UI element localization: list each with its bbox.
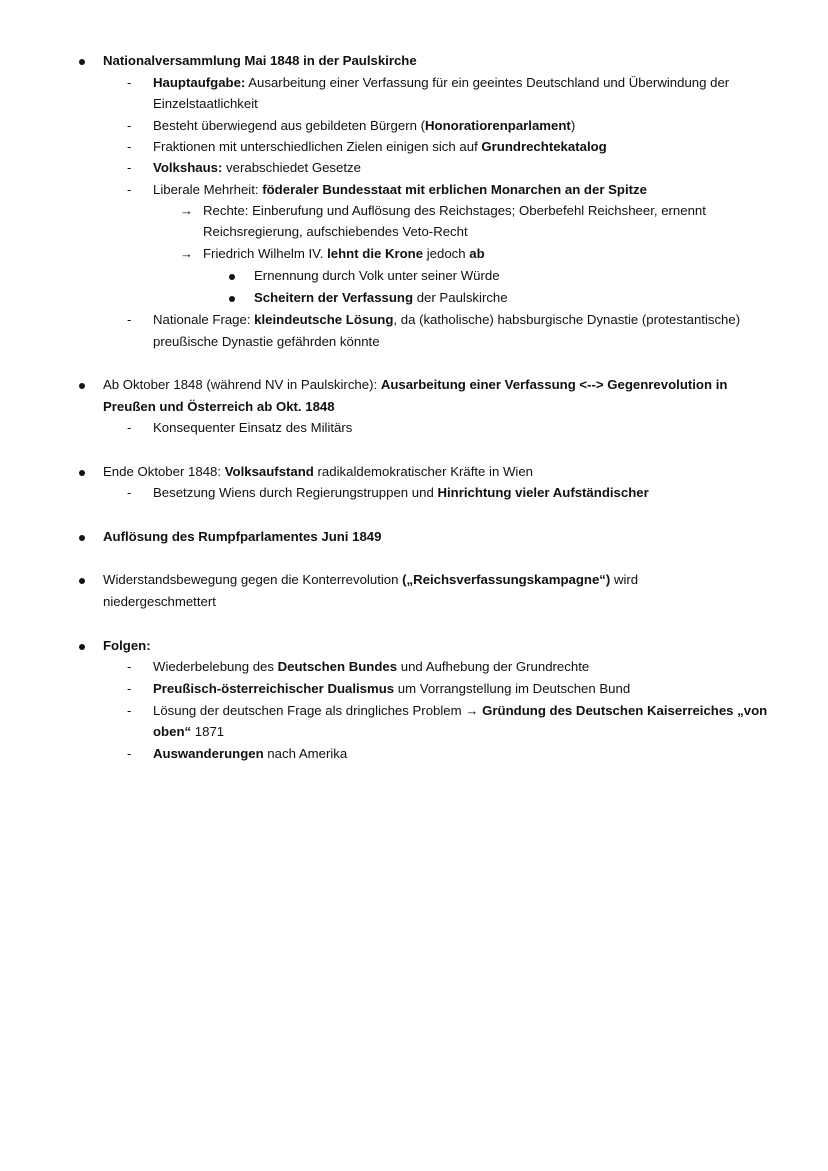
text-run: Ausarbeitung einer Verfassung für ein geeintes Deutschland und Überwindung der (245, 75, 730, 90)
bold-text: Scheitern der Verfassung (254, 290, 414, 305)
text-run: Besetzung Wiens durch Regierungstruppen und (153, 485, 438, 500)
text-run: Wiederbelebung des (153, 659, 278, 674)
bold-text: lehnt die Krone (327, 246, 424, 261)
list-item-text (153, 332, 380, 352)
text-run: Nationale Frage: (153, 312, 255, 327)
bold-text: („Reichsverfassungskampagne“) (402, 572, 611, 587)
text-run: Reichsregierung, aufschiebendes Veto-Recht (203, 224, 468, 239)
dash-icon: - (127, 160, 132, 175)
list-item-text (153, 418, 352, 438)
list-item-text (254, 266, 500, 286)
bold-text: oben“ (153, 724, 192, 739)
dash-icon: - (127, 312, 132, 327)
list-item-text (103, 51, 417, 71)
text-run: ) (570, 118, 576, 133)
text-run: jedoch (423, 246, 470, 261)
list-item-text (103, 636, 151, 656)
bullet-icon (229, 288, 235, 308)
list-item-text (103, 570, 638, 590)
list-item-text (103, 375, 727, 395)
bold-text: Preußen und Österreich ab Okt. 1848 (103, 399, 335, 414)
list-item-text (103, 592, 216, 612)
dash-icon: - (127, 118, 132, 133)
bold-text: Honoratiorenparlament (425, 118, 571, 133)
list-item-text (203, 244, 485, 264)
arrow-right-icon: → (180, 246, 193, 261)
bold-text: Volkshaus: (153, 160, 223, 175)
list-item-text (153, 137, 607, 157)
text-run: niedergeschmettert (103, 594, 216, 609)
dash-icon: - (127, 681, 132, 696)
bold-text: Folgen: (103, 638, 151, 653)
list-item-text (153, 180, 647, 200)
bold-text: Grundrechtekatalog (481, 139, 607, 154)
text-run: Liberale Mehrheit: (153, 182, 263, 197)
dash-icon: - (127, 75, 132, 90)
text-run: nach Amerika (263, 746, 348, 761)
text-run: radikaldemokratischer Kräfte in Wien (313, 464, 534, 479)
text-run: Fraktionen mit unterschiedlichen Zielen einigen sich auf (153, 139, 482, 154)
list-item-text (153, 94, 258, 114)
bold-text: Preußisch-österreichischer Dualismus (153, 681, 395, 696)
bullet-icon (79, 375, 85, 395)
list-item-text (254, 288, 508, 308)
bold-text: Nationalversammlung Mai 1848 in der Paulskirche (103, 53, 417, 68)
list-item-text (103, 462, 533, 482)
text-run: Einzelstaatlichkeit (153, 96, 258, 111)
list-item-text (153, 158, 361, 178)
arrow-right-icon: → (180, 203, 193, 218)
bold-text: föderaler Bundesstaat mit erblichen Monarchen an der Spitze (262, 182, 647, 197)
text-run: der Paulskirche (413, 290, 508, 305)
text-run: um Vorrangstellung im Deutschen Bund (394, 681, 631, 696)
text-run: Widerstandsbewegung gegen die Konterrevolution (103, 572, 403, 587)
text-run: Besteht überwiegend aus gebildeten Bürgern ( (153, 118, 425, 133)
bullet-icon (79, 51, 85, 71)
text-run: Konsequenter Einsatz des Militärs (153, 420, 353, 435)
list-item-text (153, 310, 740, 330)
dash-icon: - (127, 746, 132, 761)
list-item-text (153, 116, 575, 136)
bold-text: Hinrichtung vieler Aufständischer (437, 485, 649, 500)
text-run: 1871 (191, 724, 225, 739)
bold-text: → Gründung des Deutschen Kaiserreiches „von (465, 703, 768, 718)
list-item-text (153, 701, 767, 721)
list-item-text (153, 679, 630, 699)
bold-text: Auflösung des Rumpfparlamentes Juni 1849 (103, 529, 382, 544)
list-item-text (153, 73, 729, 93)
bullet-icon (229, 266, 235, 286)
dash-icon: - (127, 420, 132, 435)
dash-icon: - (127, 139, 132, 154)
bullet-icon (79, 570, 85, 590)
bullet-icon (79, 636, 85, 656)
text-run: verabschiedet Gesetze (222, 160, 361, 175)
text-run: Ab Oktober 1848 (während NV in Paulskirche): (103, 377, 381, 392)
text-run: , da (katholische) habsburgische Dynastie (protestantische) (393, 312, 741, 327)
list-item-text (103, 397, 335, 417)
bold-text: Auswanderungen (153, 746, 264, 761)
bold-text: Volksaufstand (224, 464, 314, 479)
list-item-text (153, 722, 224, 742)
dash-icon: - (127, 485, 132, 500)
text-run: preußische Dynastie gefährden könnte (153, 334, 380, 349)
list-item-text (153, 483, 649, 503)
list-item-text (153, 744, 347, 764)
bullet-icon (79, 527, 85, 547)
text-run: Rechte: Einberufung und Auflösung des Reichstages; Oberbefehl Reichsheer, ernennt (203, 203, 706, 218)
text-run: wird (610, 572, 639, 587)
list-item-text (203, 222, 468, 242)
bold-text: Hauptaufgabe: (153, 75, 246, 90)
bold-text: kleindeutsche Lösung (254, 312, 394, 327)
text-run: Lösung der deutschen Frage als dringliches Problem (153, 703, 466, 718)
bold-text: Deutschen Bundes (277, 659, 398, 674)
text-run: und Aufhebung der Grundrechte (397, 659, 590, 674)
list-item-text (103, 527, 381, 547)
bullet-icon (79, 462, 85, 482)
dash-icon: - (127, 659, 132, 674)
text-run: Ernennung durch Volk unter seiner Würde (254, 268, 500, 283)
text-run: Friedrich Wilhelm IV. (203, 246, 328, 261)
text-run: Ende Oktober 1848: (103, 464, 225, 479)
dash-icon: - (127, 182, 132, 197)
bold-text: ab (469, 246, 485, 261)
list-item-text (203, 201, 706, 221)
list-item-text (153, 657, 589, 677)
bold-text: Ausarbeitung einer Verfassung <--> Gegenrevolution in (380, 377, 728, 392)
dash-icon: - (127, 703, 132, 718)
